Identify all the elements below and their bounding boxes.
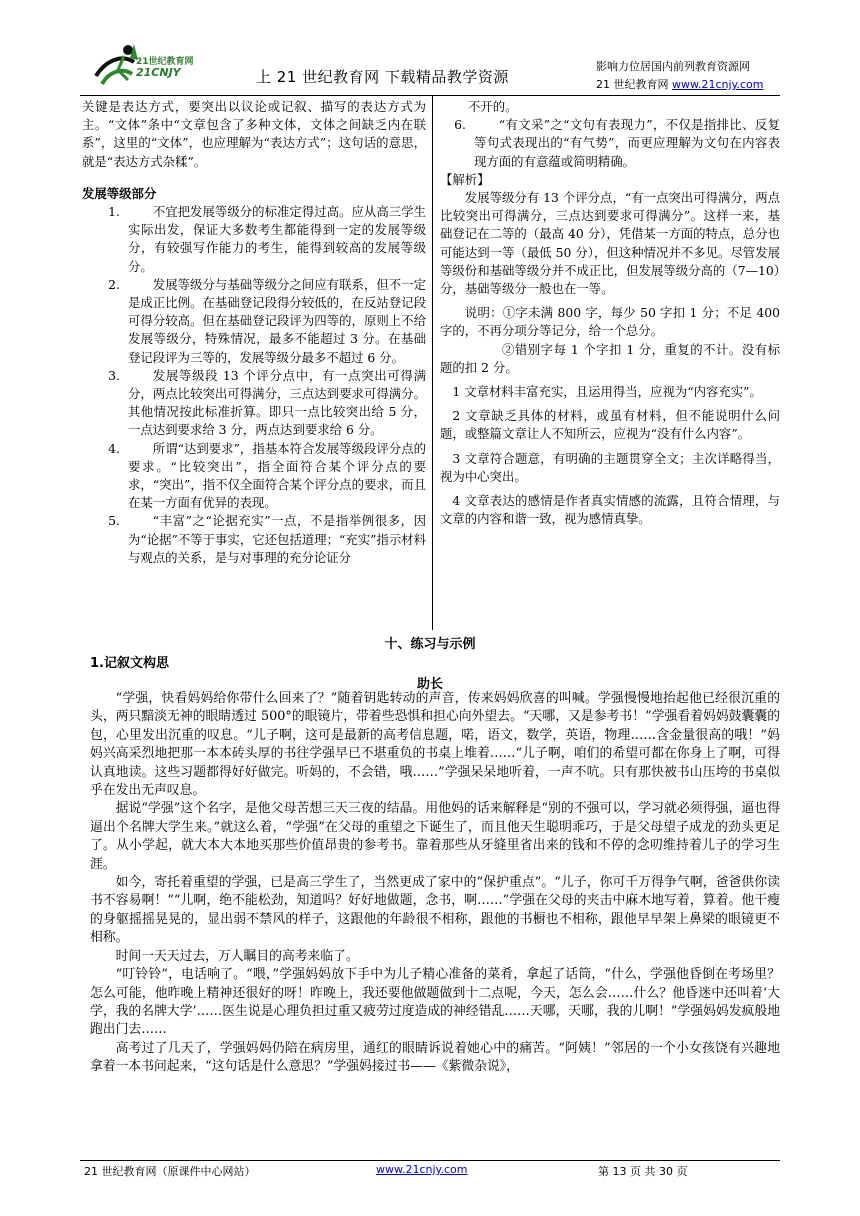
footer-link-wrap: [376, 1163, 467, 1176]
logo-text-top: 21世纪教育网: [136, 57, 194, 67]
header-site-name: 21 世纪教育网: [596, 78, 672, 91]
list-item-text: “丰富”之“论据充实”一点，不是指举例很多，因为“论据”不等于事实，它还包括道理；“充实”指示材料与观点的关系，是与对事理的充分论证分: [128, 513, 426, 565]
footer-divider: [80, 1160, 780, 1161]
story-paragraph: 高考过了几天了，学强妈妈仍陪在病房里，通红的眼睛诉说着她心中的痛苦。“阿姨！”邻居的一个小女孩饶有兴趣地拿着一本书问起来，“这句话是什么意思？”学强妈接过书——《紫微杂说》，: [90, 1040, 780, 1075]
header-slogan: 影响力位居国内前列教育资源网: [596, 60, 750, 73]
page-number: 第 13 页 共 30 页: [598, 1165, 688, 1178]
list-item-number: 2.: [108, 276, 120, 292]
footer-site-link[interactable]: www.21cnjy.com: [376, 1163, 468, 1176]
criteria-paragraph: 4 文章表达的感情是作者真实情感的流露，且符合情理，与文章的内容和谐一致，视为感情真挚。: [440, 493, 780, 527]
list-item: [82, 203, 426, 276]
criteria-paragraph: 2 文章缺乏具体的材料，或虽有材料，但不能说明什么问题，或整篇文章让人不知所云，应视为“没有什么内容”。: [440, 408, 780, 442]
criteria-paragraph: 1 文章材料丰富充实，且运用得当，应视为“内容充实”。: [452, 384, 762, 400]
story-body: [90, 690, 780, 1077]
list-item: [82, 276, 426, 367]
right-column: [440, 98, 780, 528]
list-item-number: 4.: [108, 440, 120, 456]
logo-text-bottom: 21CNJY: [136, 66, 181, 79]
list-item: [82, 440, 426, 513]
list-item: [82, 367, 426, 440]
sub-heading: 1.记叙文构思: [90, 656, 169, 671]
story-paragraph: 如今，寄托着重望的学强，已是高三学生了，当然更成了家中的“保护重点”。“儿子，你可千万得争气啊，爸爸供你读书不容易啊！”“儿啊，绝不能松劲，知道吗？好好地做题，念书，啊……”学强在父母的夹击中麻木地写着，算着。他干瘦的身躯摇摇晃晃的，显出弱不禁风的样子，这跟他的年龄很不相称，跟他的书橱也不相称，跟他早早架上鼻梁的眼镜更不相称。: [90, 875, 780, 946]
development-grade-heading: 发展等级部分: [82, 185, 157, 201]
left-column: [82, 98, 426, 567]
continued-text: 不开的。: [468, 99, 518, 114]
list-item: [82, 512, 426, 567]
header-site-link[interactable]: www.21cnjy.com: [672, 78, 764, 91]
section-title: 十、练习与示例: [384, 637, 476, 652]
column-divider: [432, 96, 433, 630]
list-item-text: 发展等级分与基础等级分之间应有联系，但不一定是成正比例。在基础登记段得分较低的，在反站登记段可得分较高。但在基础登记段评为四等的，原则上不给发展等级分，特殊情况，最多不能超过 3 分。在基础登记段评为三等的，发展等级分最多不超过 6 分。: [128, 276, 426, 365]
list-item: [440, 116, 780, 171]
story-paragraph: 时间一天天过去，万人瞩目的高考来临了。: [115, 948, 359, 964]
list-item-number: 1.: [108, 204, 120, 220]
site-logo: [88, 40, 208, 92]
header-title: 上 21 世纪教育网 下载精品教学资源: [256, 68, 509, 86]
story-paragraph: 据说“学强”这个名字，是他父母苦想三天三夜的结晶。用他妈的话来解释是“别的不强可以，学习就必须得强，逼也得逼出个名牌大学生来。”就这么着，“学强”在父母的重望之下诞生了，而且他天生聪明乖巧，于是父母望子成龙的劲头更足了。从小学起，就大本大本地买那些价值昂贵的参考书。靠着那些从牙缝里省出来的钱和不停的念叨维持着儿子的学习生涯。: [90, 801, 780, 872]
list-item-text: “有文采”之“文句有表现力”，不仅是指排比、反复等句式表现出的“有气势”，而更应理解为文句在内容表现方面的有意蕴或简明精确。: [474, 117, 780, 169]
story-paragraph: “叮铃铃”，电话响了。“喂，”学强妈妈放下手中为儿子精心准备的菜肴，拿起了话筒，“什么，学强他昏倒在考场里？怎么可能，他昨晚上精神还很好的呀！昨晚上，我还要他做题做到十二点呢，今天，怎么会……什么？他昏迷中还叫着‘大学，我的名牌大学’……医生说是心理负担过重又疲劳过度造成的神经错乱……天哪，天哪，我的儿啊！”学强妈妈发疯般地跑出门去……: [90, 967, 780, 1038]
list-item-text: 不宜把发展等级分的标准定得过高。应从高三学生实际出发，保证大多数考生都能得到一定的发展等级分，有较强写作能力的考生，能得到较高的发展等级分。: [128, 204, 426, 274]
analysis-label: 【解析】: [440, 171, 490, 187]
left-intro-paragraph: 关键是表达方式，要突出以议论或记叙、描写的表达方式为主。“文体”条中“文章包含了多种文体，文体之间缺乏内在联系”，这里的“文体”，也应理解为“表达方式”；这句话的意思，就是“表达方式杂糅”。: [82, 99, 426, 169]
note-paragraph: 说明：①字未满 800 字，每少 50 字扣 1 分；不足 400 字的，不再分项分等记分，给一个总分。: [440, 305, 780, 339]
header-divider: [80, 95, 780, 96]
story-title: 助长: [416, 677, 443, 692]
story-paragraph: “学强，快看妈妈给你带什么回来了？”随着钥匙转动的声音，传来妈妈欣喜的叫喊。学强慢慢地抬起他已经很沉重的头，两只黯淡无神的眼睛透过 500°的眼镜片，带着些恐惧和担心向外望去。“天哪，又是参考书！”学强看着妈妈鼓囊囊的包，心里发出沉重的叹息。“儿子啊，这可是最新的高考信息题，喏，语文，数学，英语，物理……含金量很高的哦！”妈妈兴高采烈地把那一本本砖头厚的书往学强早已不堪重负的书桌上堆着……“儿子啊，咱们的希望可都在你身上了啊，可得认真地读。这些习题都得好好做完。听妈的，不会错，哦……”学强呆呆地听着，一声不吭。只有那快被书山压垮的书桌似乎在发出无声叹息。: [90, 691, 780, 799]
footer-site-name: 21 世纪教育网（原课件中心网站）: [84, 1165, 256, 1178]
list-item-number: 3.: [108, 367, 120, 383]
list-item-text: 发展等级段 13 个评分点中，有一点突出可得满分，两点比较突出可得满分，三点达到要求可得满分。其他情况按此标准折算。即只一点比较突出给 5 分，一点达到要求给 3 分，两点达到要求给 6 分。: [128, 367, 426, 438]
note-paragraph: ②错别字每 1 个字扣 1 分，重复的不计。没有标题的扣 2 分。: [440, 341, 780, 375]
list-item-number: 6.: [454, 117, 466, 133]
list-item-text: 所谓“达到要求”，指基本符合发展等级段评分点的要求。“比较突出”，指全面符合某个评分点的要求，“突出”，指不仅全面符合某个评分点的要求，而且在某一方面有优异的表现。: [128, 440, 426, 511]
header-site-line: [596, 76, 763, 92]
criteria-paragraph: 3 文章符合题意，有明确的主题贯穿全文；主次详略得当，视为中心突出。: [440, 450, 780, 484]
analysis-paragraph: 发展等级分有 13 个评分点，“有一点突出可得满分，两点比较突出可得满分，三点达到要求可得满分”。这样一来，基础登记在二等的（最高 40 分），凭借某一方面的特点，总分也可能达到一等（最低 50 分），但这种情况并不多见。尽管发展等级份和基础等级分并不成正比，但发展等级分高的（7—10）分，基础等级分一般也在一等。: [440, 190, 780, 297]
list-item-number: 5.: [108, 513, 120, 529]
